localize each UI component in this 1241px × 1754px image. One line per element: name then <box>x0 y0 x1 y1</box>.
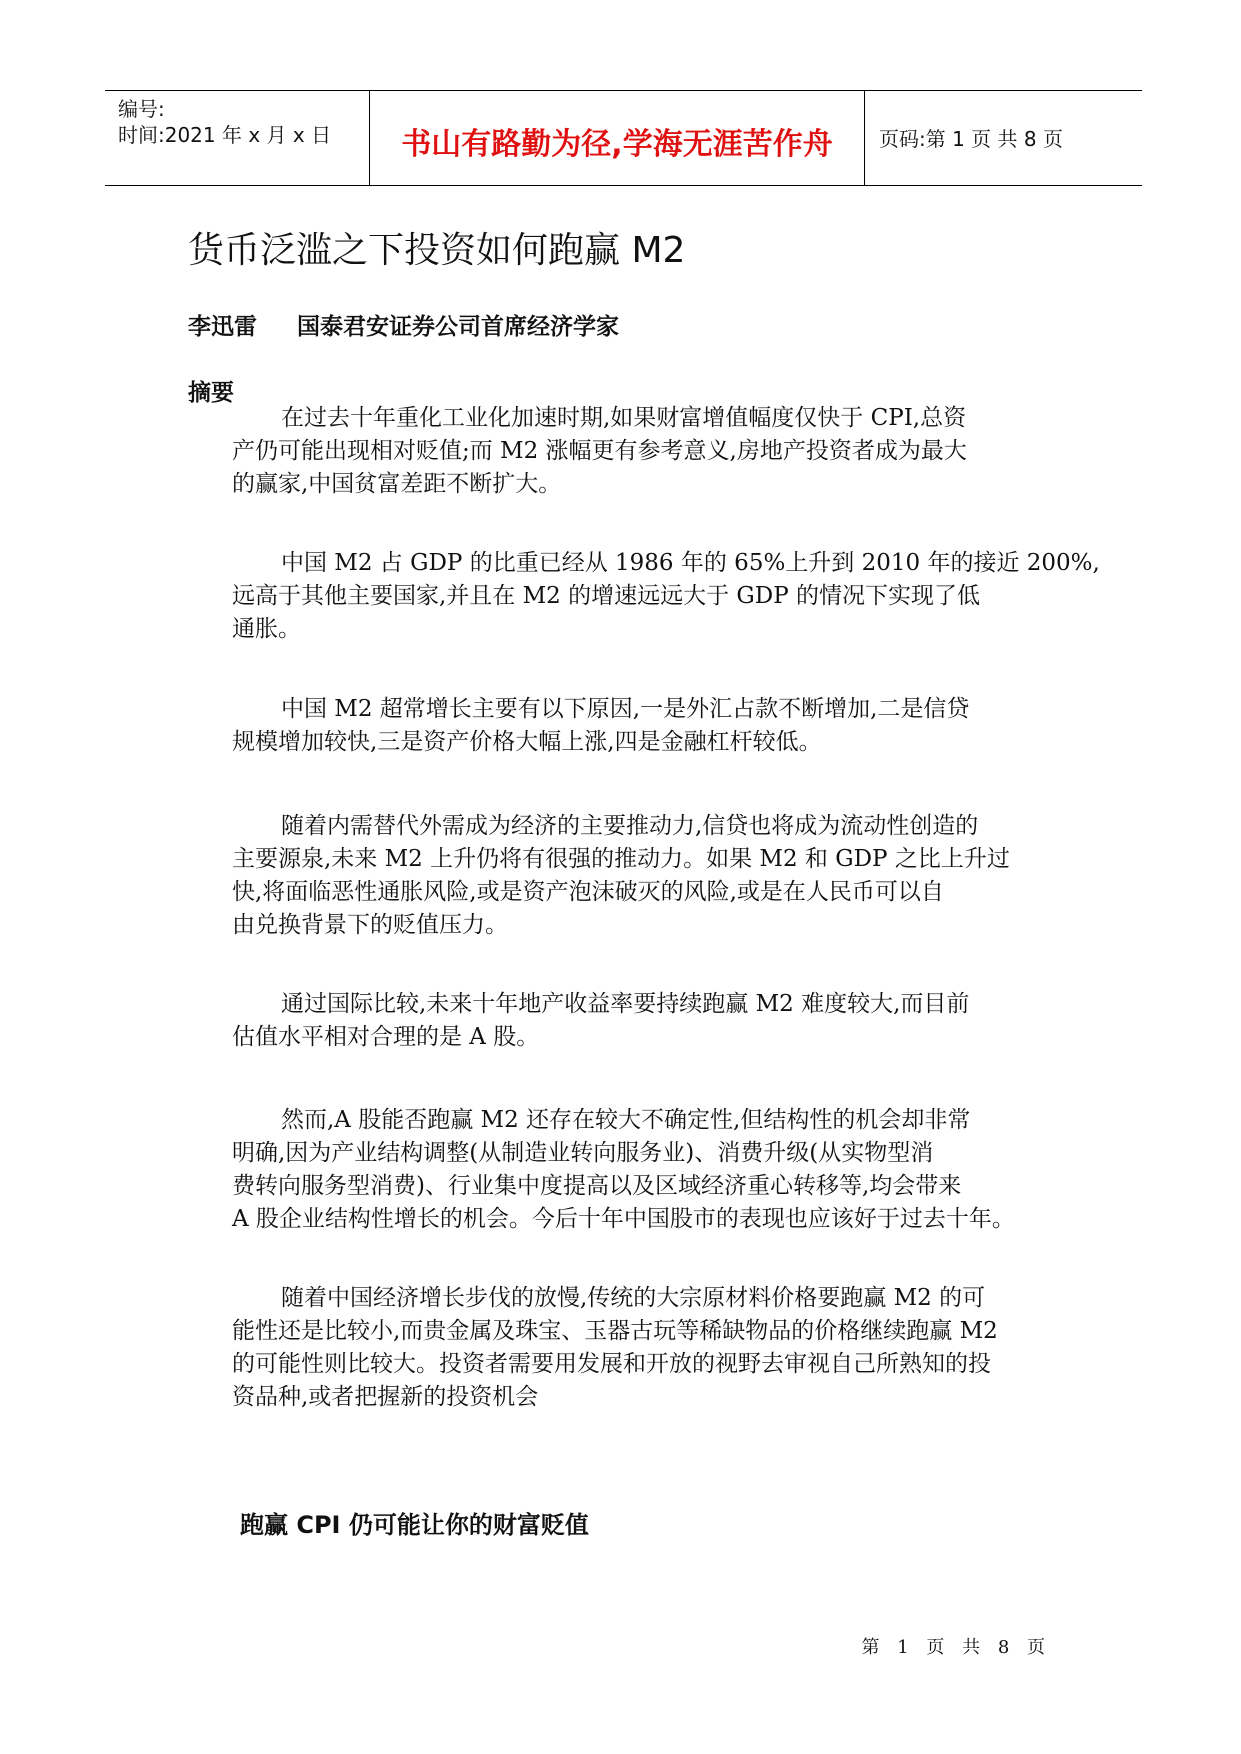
paragraph-line: 明确,因为产业结构调整(从制造业转向服务业)、消费升级(从实物型消 <box>232 1140 934 1166</box>
paragraph-line: 规模增加较快,三是资产价格大幅上涨,四是金融杠杆较低。 <box>232 729 822 755</box>
abstract-paragraph <box>232 693 1062 759</box>
paragraph-line: 然而,A 股能否跑赢 M2 还存在较大不确定性,但结构性的机会却非常 <box>281 1107 971 1133</box>
paragraph-line: 远高于其他主要国家,并且在 M2 的增速远远大于 GDP 的情况下实现了低 <box>232 583 981 609</box>
abstract-label: 摘要 <box>188 380 234 406</box>
abstract-paragraph <box>232 988 1062 1054</box>
document-number-label: 编号: <box>118 97 165 121</box>
header-info-cell <box>105 91 370 185</box>
paragraph-line: 在过去十年重化工业化加速时期,如果财富增值幅度仅快于 CPI,总资 <box>281 405 967 431</box>
paragraph-line: 随着内需替代外需成为经济的主要推动力,信贷也将成为流动性创造的 <box>281 813 979 839</box>
paragraph-line: 随着中国经济增长步伐的放慢,传统的大宗原材料价格要跑赢 M2 的可 <box>281 1285 986 1311</box>
document-header <box>105 90 1142 186</box>
paragraph-line: 由兑换背景下的贬值压力。 <box>232 912 508 938</box>
article-title: 货币泛滥之下投资如何跑赢 M2 <box>188 230 686 271</box>
paragraph-line: 估值水平相对合理的是 A 股。 <box>232 1024 540 1050</box>
abstract-paragraph <box>232 1282 1062 1414</box>
header-page-code: 页码:第 1 页 共 8 页 <box>879 127 1063 151</box>
paragraph-line: 产仍可能出现相对贬值;而 M2 涨幅更有参考意义,房地产投资者成为最大 <box>232 438 967 464</box>
header-motto-cell <box>370 91 865 185</box>
document-time-label: 时间:2021 年 x 月 x 日 <box>118 123 332 147</box>
paragraph-line: 中国 M2 超常增长主要有以下原因,一是外汇占款不断增加,二是信贷 <box>281 696 970 722</box>
paragraph-line: 通胀。 <box>232 616 301 642</box>
header-motto: 书山有路勤为径,学海无涯苦作舟 <box>401 127 833 162</box>
abstract-paragraph <box>232 547 1100 646</box>
author-name: 李迅雷 <box>188 314 257 340</box>
article-byline <box>188 308 619 341</box>
abstract-paragraph <box>232 1104 1062 1236</box>
paragraph-line: 中国 M2 占 GDP 的比重已经从 1986 年的 65%上升到 2010 年的接近 200%, <box>281 550 1100 576</box>
abstract-paragraph <box>232 810 1062 942</box>
paragraph-line: A 股企业结构性增长的机会。今后十年中国股市的表现也应该好于过去十年。 <box>232 1206 1015 1232</box>
abstract-paragraph <box>232 402 1062 501</box>
paragraph-line: 主要源泉,未来 M2 上升仍将有很强的推动力。如果 M2 和 GDP 之比上升过 <box>232 846 1010 872</box>
paragraph-line: 的赢家,中国贫富差距不断扩大。 <box>232 471 562 497</box>
footer-page-number: 第 1 页 共 8 页 <box>861 1637 1051 1658</box>
paragraph-line: 的可能性则比较大。投资者需要用发展和开放的视野去审视自己所熟知的投 <box>232 1351 991 1377</box>
section-heading: 跑赢 CPI 仍可能让你的财富贬值 <box>240 1511 589 1539</box>
paragraph-line: 能性还是比较小,而贵金属及珠宝、玉器古玩等稀缺物品的价格继续跑赢 M2 <box>232 1318 998 1344</box>
paragraph-line: 快,将面临恶性通胀风险,或是资产泡沫破灭的风险,或是在人民币可以自 <box>232 879 944 905</box>
paragraph-line: 通过国际比较,未来十年地产收益率要持续跑赢 M2 难度较大,而目前 <box>281 991 970 1017</box>
author-organization: 国泰君安证券公司首席经济学家 <box>297 314 619 340</box>
paragraph-line: 费转向服务型消费)、行业集中度提高以及区域经济重心转移等,均会带来 <box>232 1173 962 1199</box>
header-page-cell <box>865 91 1142 185</box>
paragraph-line: 资品种,或者把握新的投资机会 <box>232 1384 539 1410</box>
